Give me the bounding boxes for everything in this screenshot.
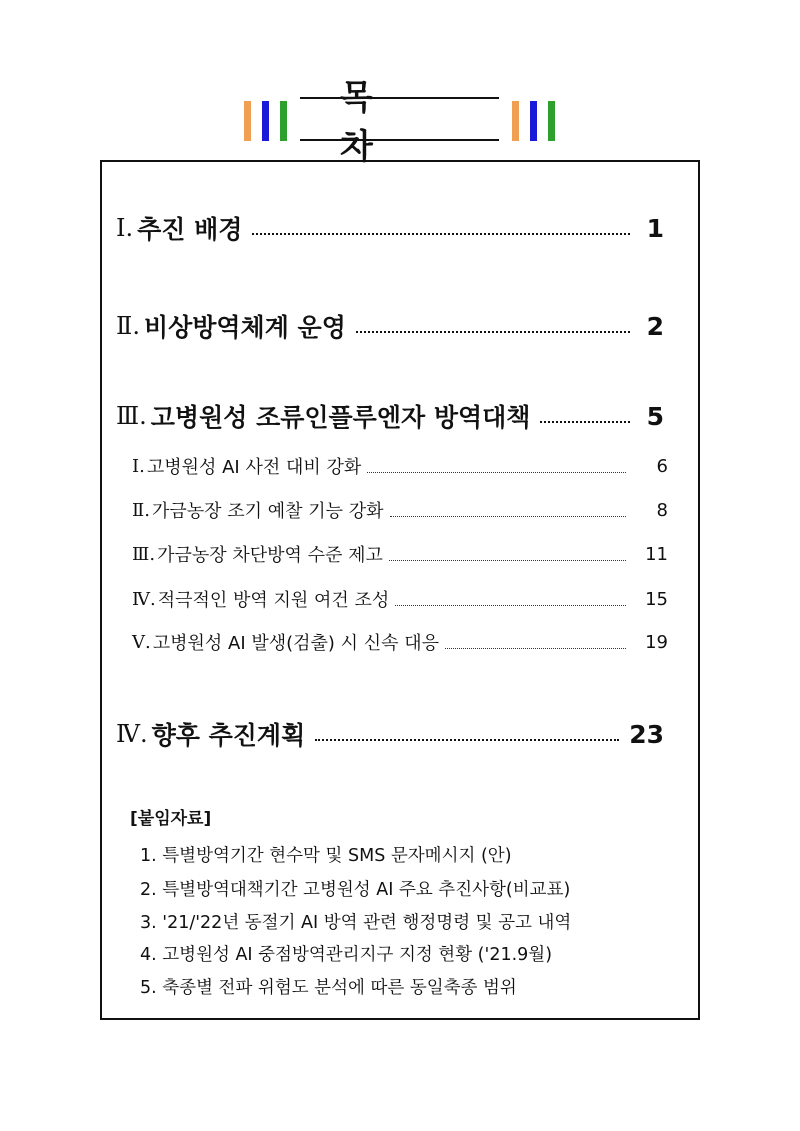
appendix-item[interactable]: 5. 축종별 전파 위험도 분석에 따른 동일축종 범위 (140, 978, 517, 998)
appendix-heading: [붙임자료] (130, 809, 212, 829)
section-label: 고병원성 조류인플루엔자 방역대책 (150, 403, 531, 432)
toc-subsection[interactable] (132, 541, 668, 567)
subsection-number: Ⅴ. (132, 631, 151, 653)
dot-leader (395, 605, 626, 606)
section-label: 추진 배경 (137, 215, 243, 244)
section-number: Ⅲ. (116, 402, 147, 430)
page-number: 8 (656, 499, 668, 521)
decor-bar-green (280, 101, 287, 141)
appendix-item[interactable]: 2. 특별방역대책기간 고병원성 AI 주요 추진사항(비교표) (140, 880, 571, 900)
dot-leader (390, 516, 626, 517)
subsection-label: 가금농장 조기 예찰 기능 강화 (151, 501, 384, 522)
decor-bar-orange (512, 101, 519, 141)
section-number: Ⅳ. (116, 720, 148, 748)
toc-section[interactable] (116, 398, 664, 434)
page-number: 15 (645, 588, 668, 610)
toc-subsection[interactable] (132, 586, 668, 612)
toc-section[interactable] (116, 308, 664, 344)
page-number: 5 (646, 401, 664, 431)
page-number: 11 (645, 543, 668, 565)
subsection-label: 가금농장 차단방역 수준 제고 (157, 545, 383, 566)
toc-section[interactable] (116, 716, 664, 752)
decor-bar-orange (244, 101, 251, 141)
dot-leader (389, 560, 626, 561)
dot-leader (540, 421, 630, 423)
toc-header (0, 78, 800, 167)
dot-leader (356, 331, 630, 333)
dot-leader (445, 648, 626, 649)
decor-bar-blue (530, 101, 537, 141)
page-number: 2 (646, 311, 664, 341)
appendix-item[interactable]: 4. 고병원성 AI 중점방역관리지구 지정 현황 ('21.9월) (140, 945, 553, 965)
section-label: 향후 추진계획 (151, 721, 306, 750)
dot-leader (367, 472, 626, 473)
section-number: Ⅱ. (116, 312, 140, 340)
subsection-number: Ⅲ. (132, 543, 156, 565)
subsection-label: 적극적인 방역 지원 여건 조성 (157, 590, 390, 611)
decor-bar-blue (262, 101, 269, 141)
appendix-item[interactable]: 3. '21/'22년 동절기 AI 방역 관련 행정명령 및 공고 내역 (140, 913, 572, 933)
toc-subsection[interactable] (132, 497, 668, 523)
subsection-label: 고병원성 AI 발생(검출) 시 신속 대응 (152, 633, 440, 654)
dot-leader (315, 739, 619, 741)
subsection-number: Ⅱ. (132, 499, 150, 521)
page-number: 19 (645, 631, 668, 653)
page-number: 1 (646, 213, 664, 243)
appendix-item[interactable]: 1. 특별방역기간 현수막 및 SMS 문자메시지 (안) (140, 846, 512, 866)
toc-subsection[interactable] (132, 453, 668, 479)
decor-bar-green (548, 101, 555, 141)
toc-subsection[interactable] (132, 629, 668, 655)
toc-section[interactable] (116, 210, 664, 246)
toc-container (100, 160, 700, 1020)
section-label: 비상방역체계 운영 (143, 313, 346, 342)
page-number: 6 (656, 455, 668, 477)
subsection-number: Ⅳ. (132, 588, 156, 610)
page-title: 목 차 (300, 97, 499, 141)
page-number: 23 (629, 719, 664, 749)
section-number: Ⅰ. (116, 214, 134, 242)
dot-leader (252, 233, 630, 235)
subsection-number: Ⅰ. (132, 455, 145, 477)
subsection-label: 고병원성 AI 사전 대비 강화 (146, 457, 362, 478)
